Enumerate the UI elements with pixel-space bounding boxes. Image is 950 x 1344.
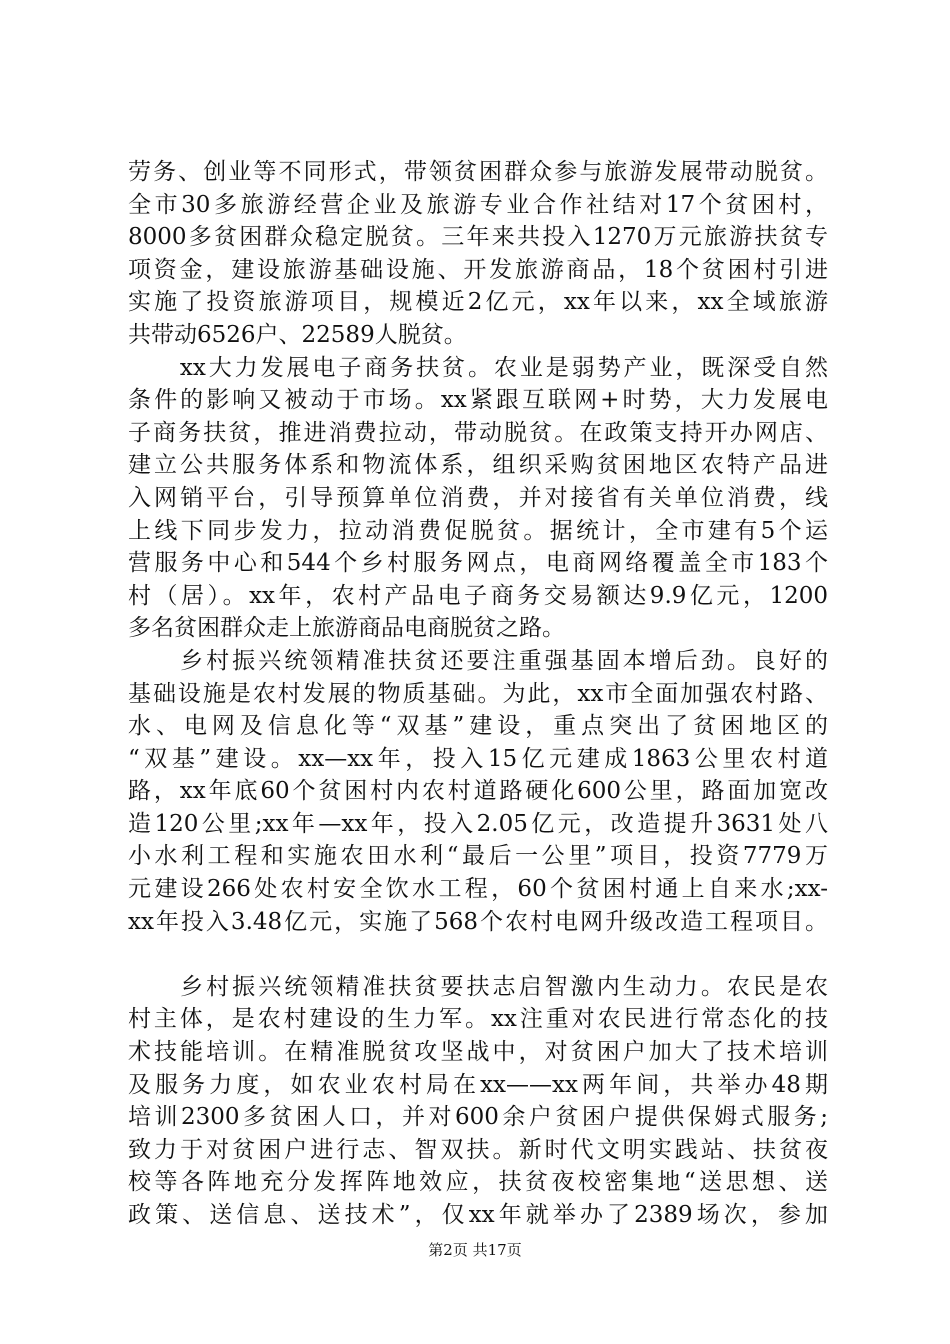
- text-line: 小水利工程和实施农田水利“最后一公里”项目，投资7779万: [128, 843, 828, 870]
- text-line: 水、电网及信息化等“双基”建设，重点突出了贫困地区的: [128, 713, 828, 740]
- text-line: 实施了投资旅游项目，规模近2亿元，xx年以来，xx全域旅游: [128, 289, 828, 316]
- text-line: 造120公里;xx年—xx年，投入2.05亿元，改造提升3631处八: [128, 810, 828, 837]
- page-number-footer: 第2页 共17页: [428, 1241, 522, 1259]
- text-line: 校等各阵地充分发挥阵地效应，扶贫夜校密集地“送思想、送: [128, 1169, 828, 1196]
- text-line: 政策、送信息、送技术”，仅xx年就举办了2389场次，参加: [128, 1202, 828, 1228]
- text-line: 条件的影响又被动于市场。xx紧跟互联网+时势，大力发展电: [128, 387, 828, 414]
- text-line: 村主体，是农村建设的生力军。xx注重对农民进行常态化的技: [128, 1006, 828, 1033]
- text-line: 8000多贫困群众稳定脱贫。三年来共投入1270万元旅游扶贫专: [128, 224, 828, 251]
- paragraph-gap: [128, 938, 828, 971]
- text-line: 劳务、创业等不同形式，带领贫困群众参与旅游发展带动脱贫。: [128, 159, 828, 185]
- paragraph-tourism: [128, 156, 828, 352]
- text-line: 乡村振兴统领精准扶贫要扶志启智激内生动力。农民是农: [128, 973, 828, 1000]
- text-line: 术技能培训。在精准脱贫攻坚战中，对贫困户加大了技术培训: [128, 1039, 828, 1066]
- paragraph-training: [128, 971, 828, 1232]
- text-line: 上线下同步发力，拉动消费促脱贫。据统计，全市建有5个运: [128, 517, 828, 544]
- text-line: 营服务中心和544个乡村服务网点，电商网络覆盖全市183个: [128, 550, 828, 577]
- text-line: 全市30多旅游经营企业及旅游专业合作社结对17个贫困村，: [128, 191, 828, 218]
- text-line: 及服务力度，如农业农村局在xx——xx两年间，共举办48期: [128, 1071, 828, 1098]
- text-line: 项资金，建设旅游基础设施、开发旅游商品，18个贫困村引进: [128, 256, 828, 283]
- paragraph-ecommerce: [128, 352, 828, 645]
- text-line: 建立公共服务体系和物流体系，组织采购贫困地区农特产品进: [128, 452, 828, 479]
- paragraph-infrastructure: [128, 645, 828, 938]
- text-line: 入网销平台，引导预算单位消费，并对接省有关单位消费，线: [128, 484, 828, 511]
- text-line: 元建设266处农村安全饮水工程，60个贫困村通上自来水;xx-: [128, 876, 828, 903]
- text-line: 培训2300多贫困人口，并对600余户贫困户提供保姆式服务;: [128, 1104, 828, 1131]
- text-line: 致力于对贫困户进行志、智双扶。新时代文明实践站、扶贫夜: [128, 1136, 828, 1163]
- text-line: “双基”建设。xx—xx年，投入15亿元建成1863公里农村道: [128, 745, 828, 772]
- text-line: 乡村振兴统领精准扶贫还要注重强基固本增后劲。良好的: [128, 647, 828, 674]
- text-line: 子商务扶贫，推进消费拉动，带动脱贫。在政策支持开办网店、: [128, 419, 828, 446]
- document-body: [128, 156, 828, 1232]
- text-line: 路，xx年底60个贫困村内农村道路硬化600公里，路面加宽改: [128, 778, 828, 805]
- text-line: 共带动6526户、22589人脱贫。: [128, 321, 467, 348]
- text-line: 多名贫困群众走上旅游商品电商脱贫之路。: [128, 615, 565, 642]
- text-line: xx大力发展电子商务扶贫。农业是弱势产业，既深受自然: [128, 354, 828, 381]
- text-line: 基础设施是农村发展的物质基础。为此，xx市全面加强农村路、: [128, 680, 828, 707]
- text-line: xx年投入3.48亿元，实施了568个农村电网升级改造工程项目。: [128, 908, 828, 935]
- text-line: 村（居）。xx年，农村产品电子商务交易额达9.9亿元，1200: [128, 582, 828, 609]
